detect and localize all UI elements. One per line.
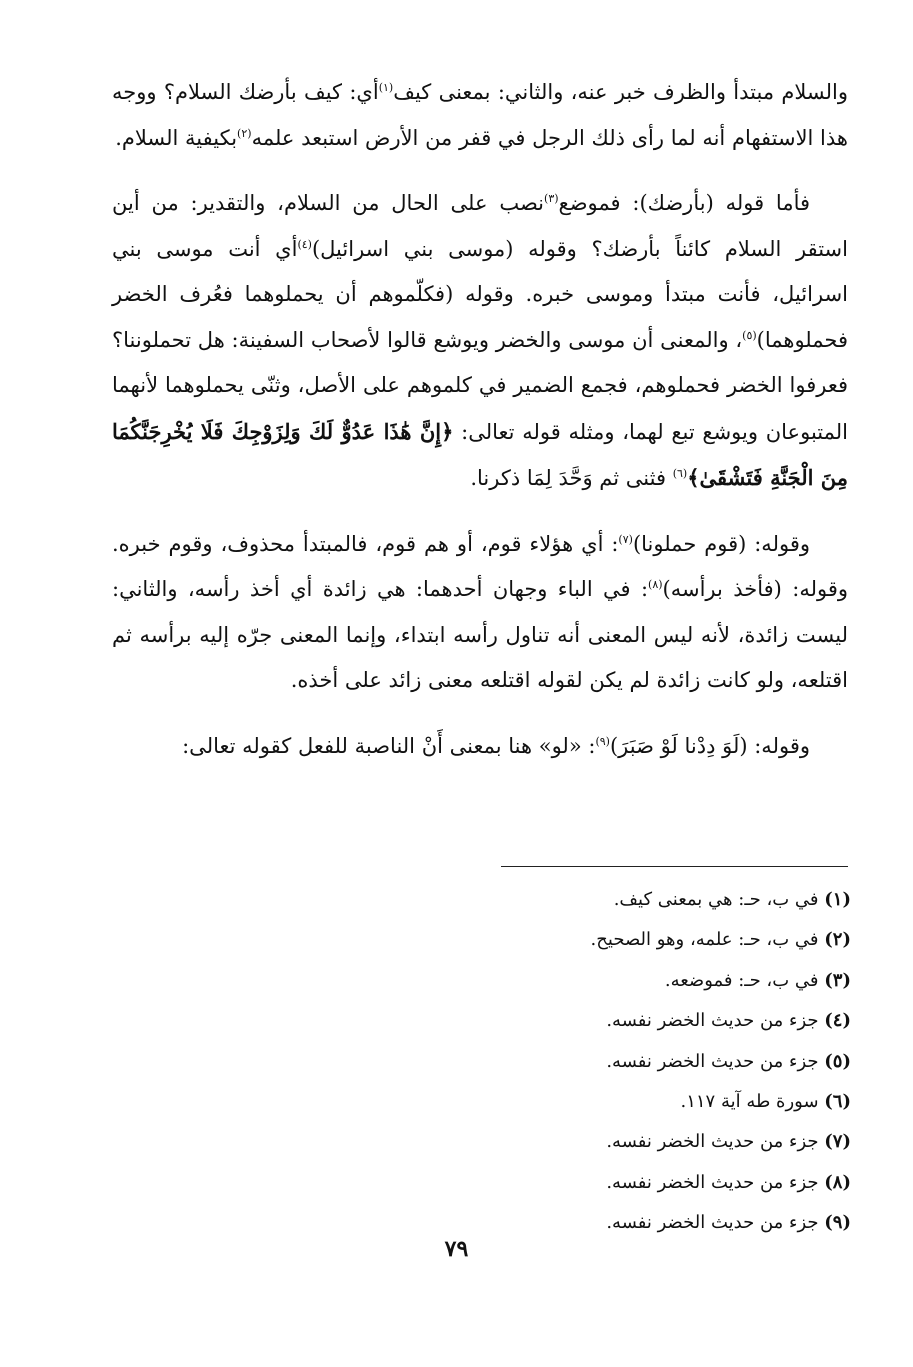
footnote-item (351, 961, 851, 1001)
text-run: ، والمعنى أن موسى والخضر ويوشع قالوا لأصحاب السفينة: هل تحملوننا؟ فعرفوا الخضر فحملوهم، فجمع الضمير في كلموهم على الأصل، وثنّى يحملوهما لأنهما المتبوعان ويوشع تبع لهما، ومثله قوله تعالى: (112, 327, 848, 444)
quran-verse: ﴿إِنَّ هَٰذَا عَدُوٌّ لَكَ وَلِزَوْجِكَ فَلَا يُخْرِجَنَّكُمَا مِنَ الْجَنَّةِ فَتَشْقَىٰ﴾ (112, 418, 848, 490)
text-run: بكيفية السلام. (115, 125, 238, 150)
footnote-ref: (٦) (672, 467, 688, 480)
footnote-ref: (١) (378, 81, 394, 94)
text-run: : «لو» هنا بمعنى أَنْ الناصبة للفعل كقوله تعالى: (182, 733, 596, 758)
footnote-number: (٣) (824, 969, 851, 991)
footnote-text: جزء من حديث الخضر نفسه. (606, 1131, 819, 1153)
footnote-ref: (٣) (544, 192, 559, 205)
footnote-text: في ب، حـ: هي بمعنى كيف. (613, 889, 819, 910)
footnote-number: (٩) (824, 1212, 851, 1234)
text-run: فأما قوله (بأرضك): فموضع (558, 191, 811, 215)
footnote-item (351, 880, 851, 920)
footnote-ref: (٤) (297, 237, 312, 251)
footnote-number: (٥) (824, 1050, 851, 1072)
footnote-ref: (٥) (742, 328, 757, 342)
text-run: : في الباء وجهان أحدهما: هي زائدة أي أخذ رأسه، والثاني: ليست زائدة، لأنه ليس المعنى أنه تناول رأسه ابتداء، وإنما المعنى جرّه إليه برأسه ثم اقتلعه، ولو كانت زائدة لم يكن لقوله اقتلعه معنى زائد على أخذه. (112, 577, 848, 692)
text-run: فثنى ثم وَحَّدَ لِمَا ذكرنا. (470, 466, 667, 490)
footnote-text: جزء من حديث الخضر نفسه. (606, 1212, 819, 1234)
footnote-item (351, 1001, 851, 1041)
footnote-number: (٤) (824, 1010, 851, 1032)
footnote-separator (501, 866, 848, 867)
footnote-number: (٢) (824, 929, 851, 951)
footnote-ref: (٨) (648, 578, 663, 591)
footnote-ref: (٢) (237, 126, 252, 140)
footnotes (351, 880, 851, 1244)
page-number: ٧٩ (444, 1236, 469, 1262)
text-run: أي أنت موسى بني اسرائيل، فأنت مبتدأ وموسى خبره. وقوله (فكلّموهم أن يحملوهما فعُرف الخضر فحملوهما) (112, 236, 848, 352)
footnote-text: جزء من حديث الخضر نفسه. (606, 1171, 819, 1193)
footnote-ref: (٩) (595, 734, 610, 748)
footnote-ref: (٧) (618, 532, 633, 546)
footnote-item (351, 1082, 851, 1122)
footnote-text: في ب، حـ: فموضعه. (664, 969, 819, 991)
text-run: وقوله: (لَوَ دِدْنا لَوْ صَبَرَ) (609, 733, 810, 758)
paragraph-2 (112, 181, 848, 502)
text-run: وقوله: (قوم حملونا) (632, 531, 810, 556)
footnote-item (351, 1122, 851, 1162)
text-run: أي: كيف بأرضك السلام؟ ووجه هذا الاستفهام أنه لما رأى ذلك الرجل في قفر من الأرض استبعد علمه (112, 80, 848, 150)
footnote-text: في ب، حـ: علمه، وهو الصحيح. (590, 929, 819, 951)
paragraph-1 (112, 70, 848, 161)
footnote-item (351, 1163, 851, 1203)
footnote-text: سورة طه آية ١١٧. (680, 1090, 819, 1112)
paragraph-3 (112, 522, 848, 704)
footnote-text: جزء من حديث الخضر نفسه. (606, 1010, 819, 1032)
paragraph-4 (112, 724, 848, 770)
footnote-number: (٧) (824, 1131, 851, 1153)
text-run: والسلام مبتدأ والظرف خبر عنه، والثاني: بمعنى كيف (393, 80, 849, 104)
footnote-text: جزء من حديث الخضر نفسه. (606, 1050, 819, 1072)
footnote-item (351, 1042, 851, 1082)
footnote-number: (٦) (824, 1090, 851, 1112)
footnote-item (351, 920, 851, 960)
text-run: : أي هؤلاء قوم، أو هم قوم، فالمبتدأ محذوف، وقوم خبره. وقوله: (فأخذ برأسه) (112, 531, 849, 601)
text-run: نصب على الحال من السلام، والتقدير: من أين استقر السلام كائناً بأرضك؟ وقوله (موسى بني اسرائيل) (112, 191, 848, 261)
main-text (112, 70, 848, 789)
footnote-number: (١) (824, 889, 851, 910)
footnote-number: (٨) (824, 1171, 851, 1193)
